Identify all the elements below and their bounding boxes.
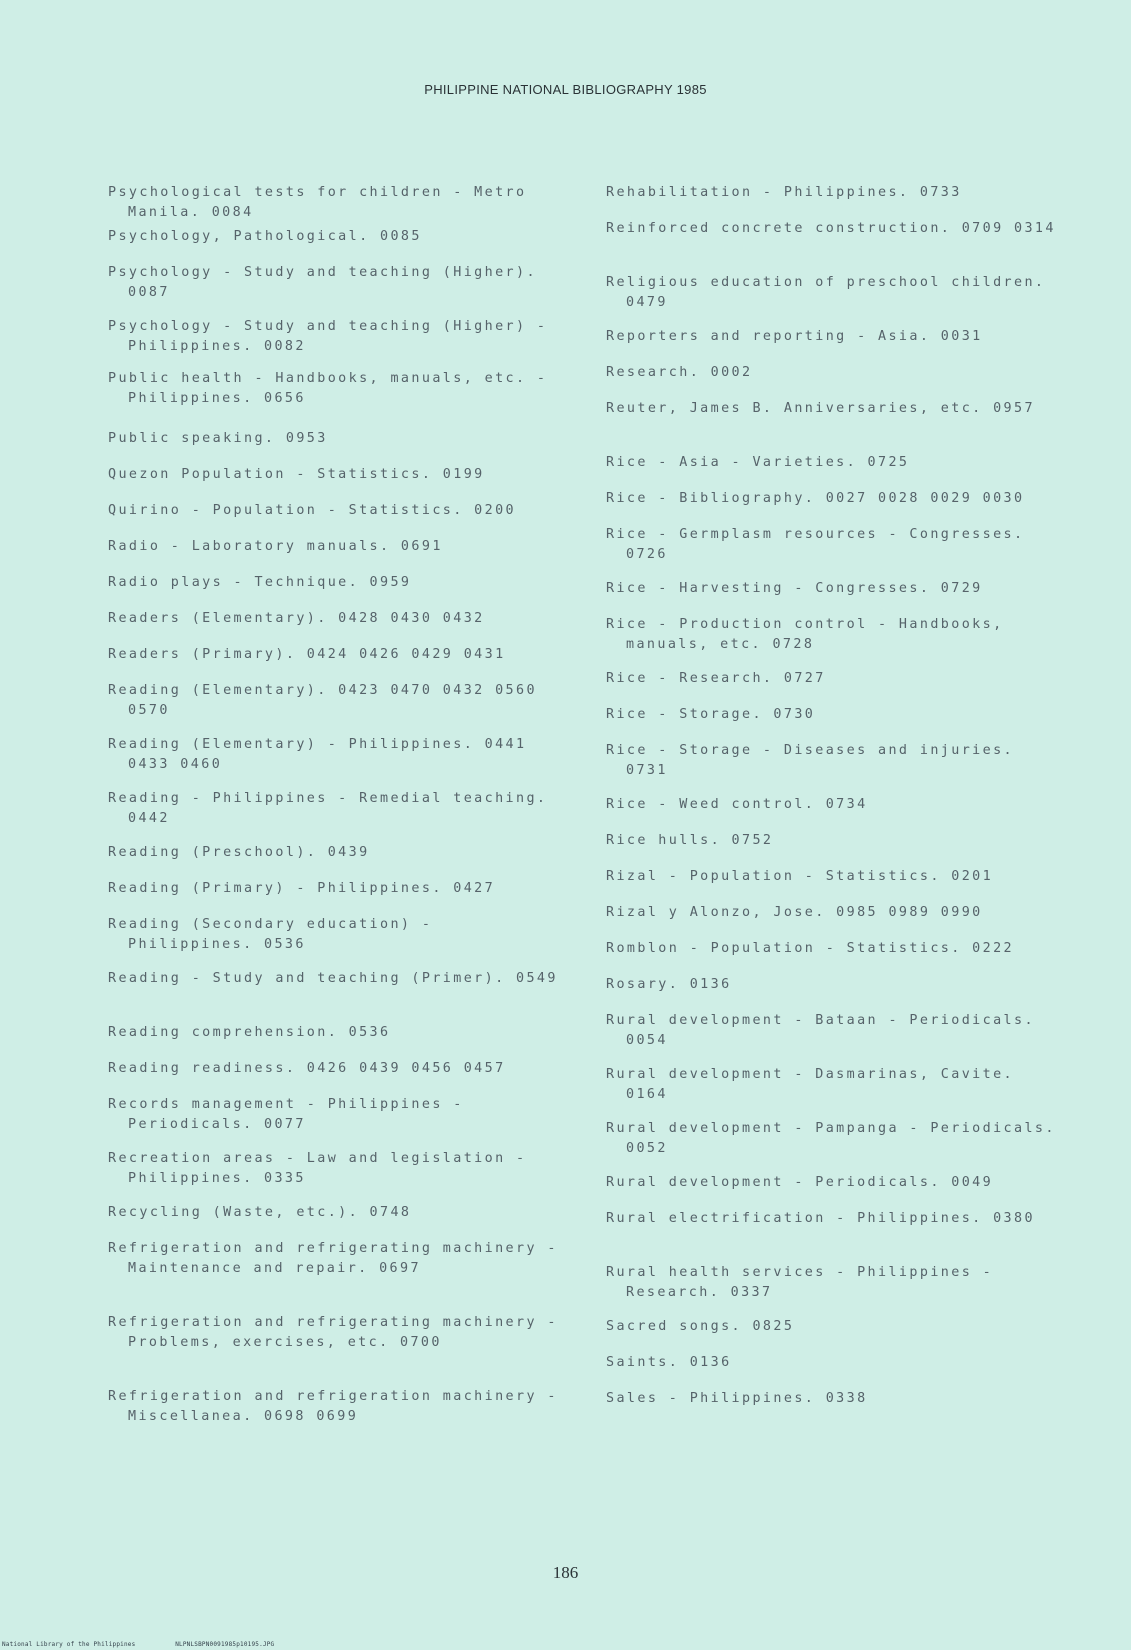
- index-entry: Rice - Bibliography. 0027 0028 0029 0030: [606, 491, 1025, 506]
- footer-library: National Library of the Philippines: [2, 1641, 136, 1648]
- index-entry: Readers (Primary). 0424 0426 0429 0431: [108, 647, 506, 662]
- index-entry: Reinforced concrete construction. 0709 0314: [606, 221, 1056, 236]
- index-entry: Reporters and reporting - Asia. 0031: [606, 329, 983, 344]
- index-entry: Radio - Laboratory manuals. 0691: [108, 539, 443, 554]
- index-entry: Recreation areas - Law and legislation - Philippines. 0335: [108, 1151, 527, 1186]
- index-entry: Refrigeration and refrigerating machinery - Problems, exercises, etc. 0700: [108, 1315, 558, 1350]
- index-entry: Rice - Harvesting - Congresses. 0729: [606, 581, 983, 596]
- index-entry: Quezon Population - Statistics. 0199: [108, 467, 485, 482]
- index-entry: Public health - Handbooks, manuals, etc. - Philippines. 0656: [108, 371, 548, 406]
- index-entry: Rural development - Pampanga - Periodicals. 0052: [606, 1121, 1056, 1156]
- index-entry: Refrigeration and refrigeration machinery - Miscellanea. 0698 0699: [108, 1389, 558, 1424]
- index-entry: Saints. 0136: [606, 1355, 732, 1370]
- index-entry: Refrigeration and refrigerating machinery - Maintenance and repair. 0697: [108, 1241, 558, 1276]
- index-entry: Psychology - Study and teaching (Higher) - Philippines. 0082: [108, 319, 548, 354]
- index-entry: Rosary. 0136: [606, 977, 732, 992]
- index-entry: Reuter, James B. Anniversaries, etc. 0957: [606, 401, 1035, 416]
- index-entry: Rice - Weed control. 0734: [606, 797, 868, 812]
- index-entry: Reading - Study and teaching (Primer). 0549: [108, 971, 558, 986]
- index-entry: Rural development - Periodicals. 0049: [606, 1175, 994, 1190]
- index-entry: Reading - Philippines - Remedial teaching. 0442: [108, 791, 548, 826]
- index-entry: Rural development - Dasmarinas, Cavite. 0164: [606, 1067, 1015, 1102]
- index-entry: Rice - Production control - Handbooks, manuals, etc. 0728: [606, 617, 1004, 652]
- index-entry: Psychology, Pathological. 0085: [108, 229, 422, 244]
- index-entry: Rice - Storage - Diseases and injuries. 0731: [606, 743, 1015, 778]
- index-entry: Readers (Elementary). 0428 0430 0432: [108, 611, 485, 626]
- index-entry: Rural electrification - Philippines. 0380: [606, 1211, 1035, 1226]
- index-entry: Records management - Philippines - Periodicals. 0077: [108, 1097, 464, 1132]
- page-number: 186: [552, 1563, 579, 1582]
- index-entry: Reading (Primary) - Philippines. 0427: [108, 881, 496, 896]
- index-entry: Reading (Elementary) - Philippines. 0441 0433 0460: [108, 737, 527, 772]
- index-entry: Reading readiness. 0426 0439 0456 0457: [108, 1061, 506, 1076]
- scan-footer: [2, 1641, 274, 1648]
- index-entry: Rural health services - Philippines - Research. 0337: [606, 1265, 994, 1300]
- index-entry: Romblon - Population - Statistics. 0222: [606, 941, 1015, 956]
- index-entry: Reading (Elementary). 0423 0470 0432 0560 0570: [108, 683, 537, 718]
- index-entry: Rice - Storage. 0730: [606, 707, 816, 722]
- index-entry: Psychology - Study and teaching (Higher). 0087: [108, 265, 537, 300]
- index-entry: Quirino - Population - Statistics. 0200: [108, 503, 517, 518]
- index-entry: Sales - Philippines. 0338: [606, 1391, 868, 1406]
- index-entry: Rural development - Bataan - Periodicals. 0054: [606, 1013, 1035, 1048]
- index-entry: Rice - Asia - Varieties. 0725: [606, 455, 910, 470]
- index-entry: Rehabilitation - Philippines. 0733: [606, 185, 962, 200]
- index-entry: Rice - Research. 0727: [606, 671, 826, 686]
- index-entry: Research. 0002: [606, 365, 753, 380]
- index-entry: Rizal - Population - Statistics. 0201: [606, 869, 994, 884]
- index-entry: Rice - Germplasm resources - Congresses. 0726: [606, 527, 1025, 562]
- index-entry: Rice hulls. 0752: [606, 833, 774, 848]
- footer-file: NLPNLSBPN0091985p10195.JPG: [175, 1641, 275, 1648]
- index-entry: Recycling (Waste, etc.). 0748: [108, 1205, 412, 1220]
- page-title: PHILIPPINE NATIONAL BIBLIOGRAPHY 1985: [424, 82, 707, 97]
- index-entry: Radio plays - Technique. 0959: [108, 575, 412, 590]
- index-entry: Reading (Preschool). 0439: [108, 845, 370, 860]
- index-entry: Public speaking. 0953: [108, 431, 328, 446]
- index-entry: Reading (Secondary education) - Philippines. 0536: [108, 917, 433, 952]
- index-entry: Reading comprehension. 0536: [108, 1025, 391, 1040]
- index-entry: Rizal y Alonzo, Jose. 0985 0989 0990: [606, 905, 983, 920]
- index-entry: Religious education of preschool children. 0479: [606, 275, 1046, 310]
- index-entry: Sacred songs. 0825: [606, 1319, 795, 1334]
- index-entry: Psychological tests for children - Metro Manila. 0084: [108, 185, 527, 220]
